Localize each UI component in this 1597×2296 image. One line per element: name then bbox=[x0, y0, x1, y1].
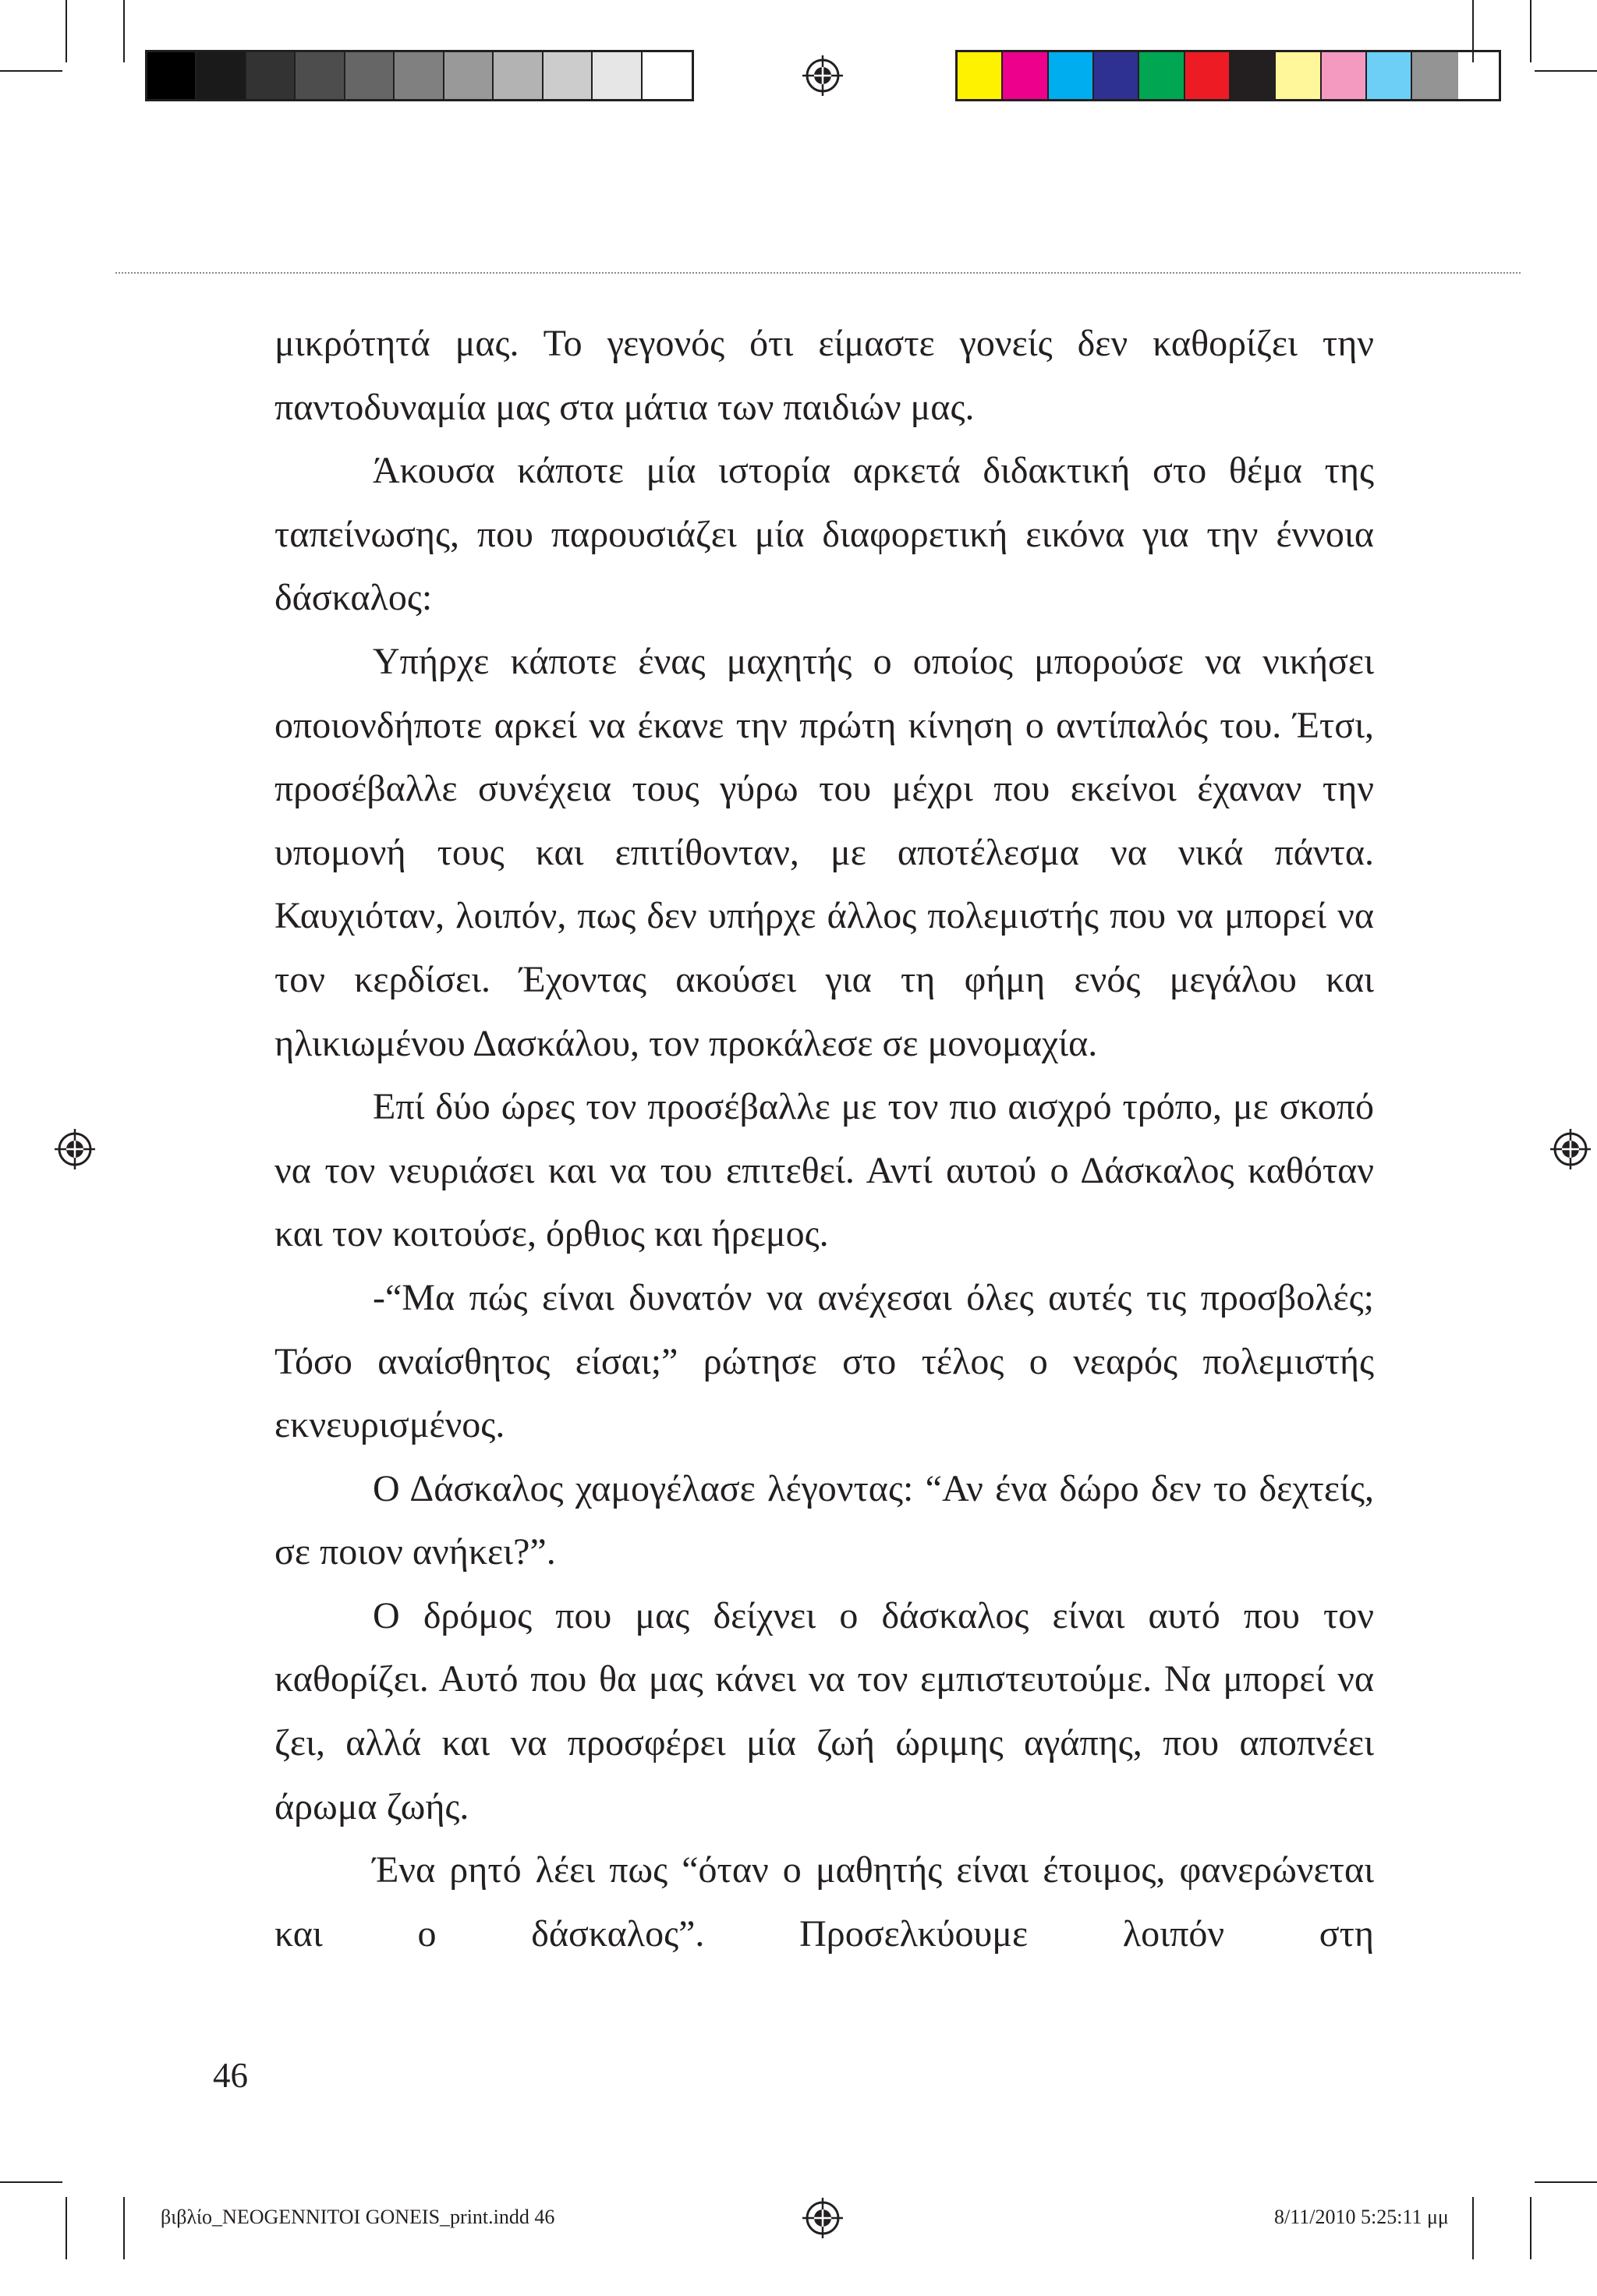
paragraph: -“Μα πώς είναι δυνατόν να ανέχεσαι όλες αυτές τις προσβολές; Τόσο αναίσθητος είσαι;” ρώτησε στο τέλος ο νεαρός πολεμιστής εκνευρισμένος. bbox=[274, 1276, 1374, 1446]
slug-filename: βιβλίο_NEOGENNITOI GONEIS_print.indd 46 bbox=[161, 2206, 555, 2228]
body-text bbox=[274, 312, 1374, 1965]
crop-mark bbox=[0, 70, 62, 72]
registration-mark-icon bbox=[1550, 1129, 1591, 1169]
header-dotted-rule bbox=[115, 272, 1521, 274]
gray-swatch bbox=[593, 52, 642, 99]
color-swatch bbox=[1322, 52, 1367, 99]
color-swatch bbox=[1139, 52, 1184, 99]
page-number: 46 bbox=[213, 2056, 248, 2095]
crop-mark bbox=[1530, 0, 1531, 62]
color-control-bar bbox=[955, 50, 1501, 101]
paragraph: μικρότητά μας. Το γεγονός ότι είμαστε γονείς δεν καθορίζει την παντοδυναμία μας στα μάτια των παιδιών μας. bbox=[274, 323, 1374, 428]
gray-scale-bar bbox=[145, 50, 694, 101]
gray-swatch bbox=[296, 52, 345, 99]
gray-swatch bbox=[147, 52, 197, 99]
color-swatch bbox=[1094, 52, 1139, 99]
color-swatch bbox=[958, 52, 1003, 99]
color-swatch bbox=[1049, 52, 1094, 99]
crop-mark bbox=[0, 2181, 62, 2183]
crop-mark bbox=[1530, 2197, 1531, 2259]
color-swatch bbox=[1412, 52, 1457, 99]
paragraph: Ο δρόμος που μας δείχνει ο δάσκαλος είναι αυτό που τον καθορίζει. Αυτό που θα μας κάνει να τον εμπιστευτούμε. Να μπορεί να ζει, αλλά και να προσφέρει μία ζωή ώριμης αγάπης, που αποπνέει άρωμα ζωής. bbox=[274, 1594, 1374, 1827]
crop-mark bbox=[1535, 2181, 1597, 2183]
color-swatch bbox=[1231, 52, 1276, 99]
paragraph: Ο Δάσκαλος χαμογέλασε λέγοντας: “Αν ένα δώρο δεν το δεχτείς, σε ποιον ανήκει?”. bbox=[274, 1467, 1374, 1573]
gray-swatch bbox=[643, 52, 692, 99]
paragraph: Επί δύο ώρες τον προσέβαλλε με τον πιο αισχρό τρόπο, με σκοπό να τον νευριάσει και να του επιτεθεί. Αντί αυτού ο Δάσκαλος καθόταν και τον κοιτούσε, όρθιος και ήρεμος. bbox=[274, 1086, 1374, 1255]
color-swatch bbox=[1185, 52, 1231, 99]
crop-mark bbox=[123, 0, 125, 62]
gray-swatch bbox=[395, 52, 444, 99]
crop-mark bbox=[66, 2197, 67, 2259]
registration-mark-icon bbox=[802, 55, 843, 96]
crop-mark bbox=[1472, 2197, 1474, 2259]
registration-mark-icon bbox=[55, 1129, 95, 1169]
crop-mark bbox=[66, 0, 67, 62]
gray-swatch bbox=[494, 52, 543, 99]
gray-swatch bbox=[246, 52, 296, 99]
gray-swatch bbox=[345, 52, 395, 99]
gray-swatch bbox=[197, 52, 246, 99]
color-swatch bbox=[1276, 52, 1321, 99]
gray-swatch bbox=[444, 52, 494, 99]
crop-mark bbox=[1535, 70, 1597, 72]
gray-swatch bbox=[544, 52, 593, 99]
paragraph: Υπήρχε κάποτε ένας μαχητής ο οποίος μπορούσε να νικήσει οποιονδήποτε αρκεί να έκανε την πρώτη κίνηση ο αντίπαλός του. Έτσι, προσέβαλλε συνέχεια τους γύρω του μέχρι που εκείνοι έχαναν την υπομονή τους και επιτίθονταν, με αποτέλεσμα να νικά πάντα. Καυχιόταν, λοιπόν, πως δεν υπήρχε άλλος πολεμιστής που να μπορεί να τον κερδίσει. Έχοντας ακούσει για τη φήμη ενός μεγάλου και ηλικιωμένου Δασκάλου, τον προκάλεσε σε μονομαχία. bbox=[274, 640, 1374, 1064]
paragraph: Ένα ρητό λέει πως “όταν ο μαθητής είναι έτοιμος, φανερώνεται και ο δάσκαλος”. Προσελκύουμε λοιπόν στη bbox=[274, 1849, 1374, 1955]
color-swatch bbox=[1003, 52, 1048, 99]
registration-mark-icon bbox=[802, 2198, 843, 2238]
paragraph: Άκουσα κάποτε μία ιστορία αρκετά διδακτική στο θέμα της ταπείνωσης, που παρουσιάζει μία διαφορετική εικόνα για την έννοια δάσκαλος: bbox=[274, 450, 1374, 619]
crop-mark bbox=[123, 2197, 125, 2259]
color-swatch bbox=[1367, 52, 1412, 99]
slug-datetime: 8/11/2010 5:25:11 μμ bbox=[1274, 2206, 1449, 2228]
